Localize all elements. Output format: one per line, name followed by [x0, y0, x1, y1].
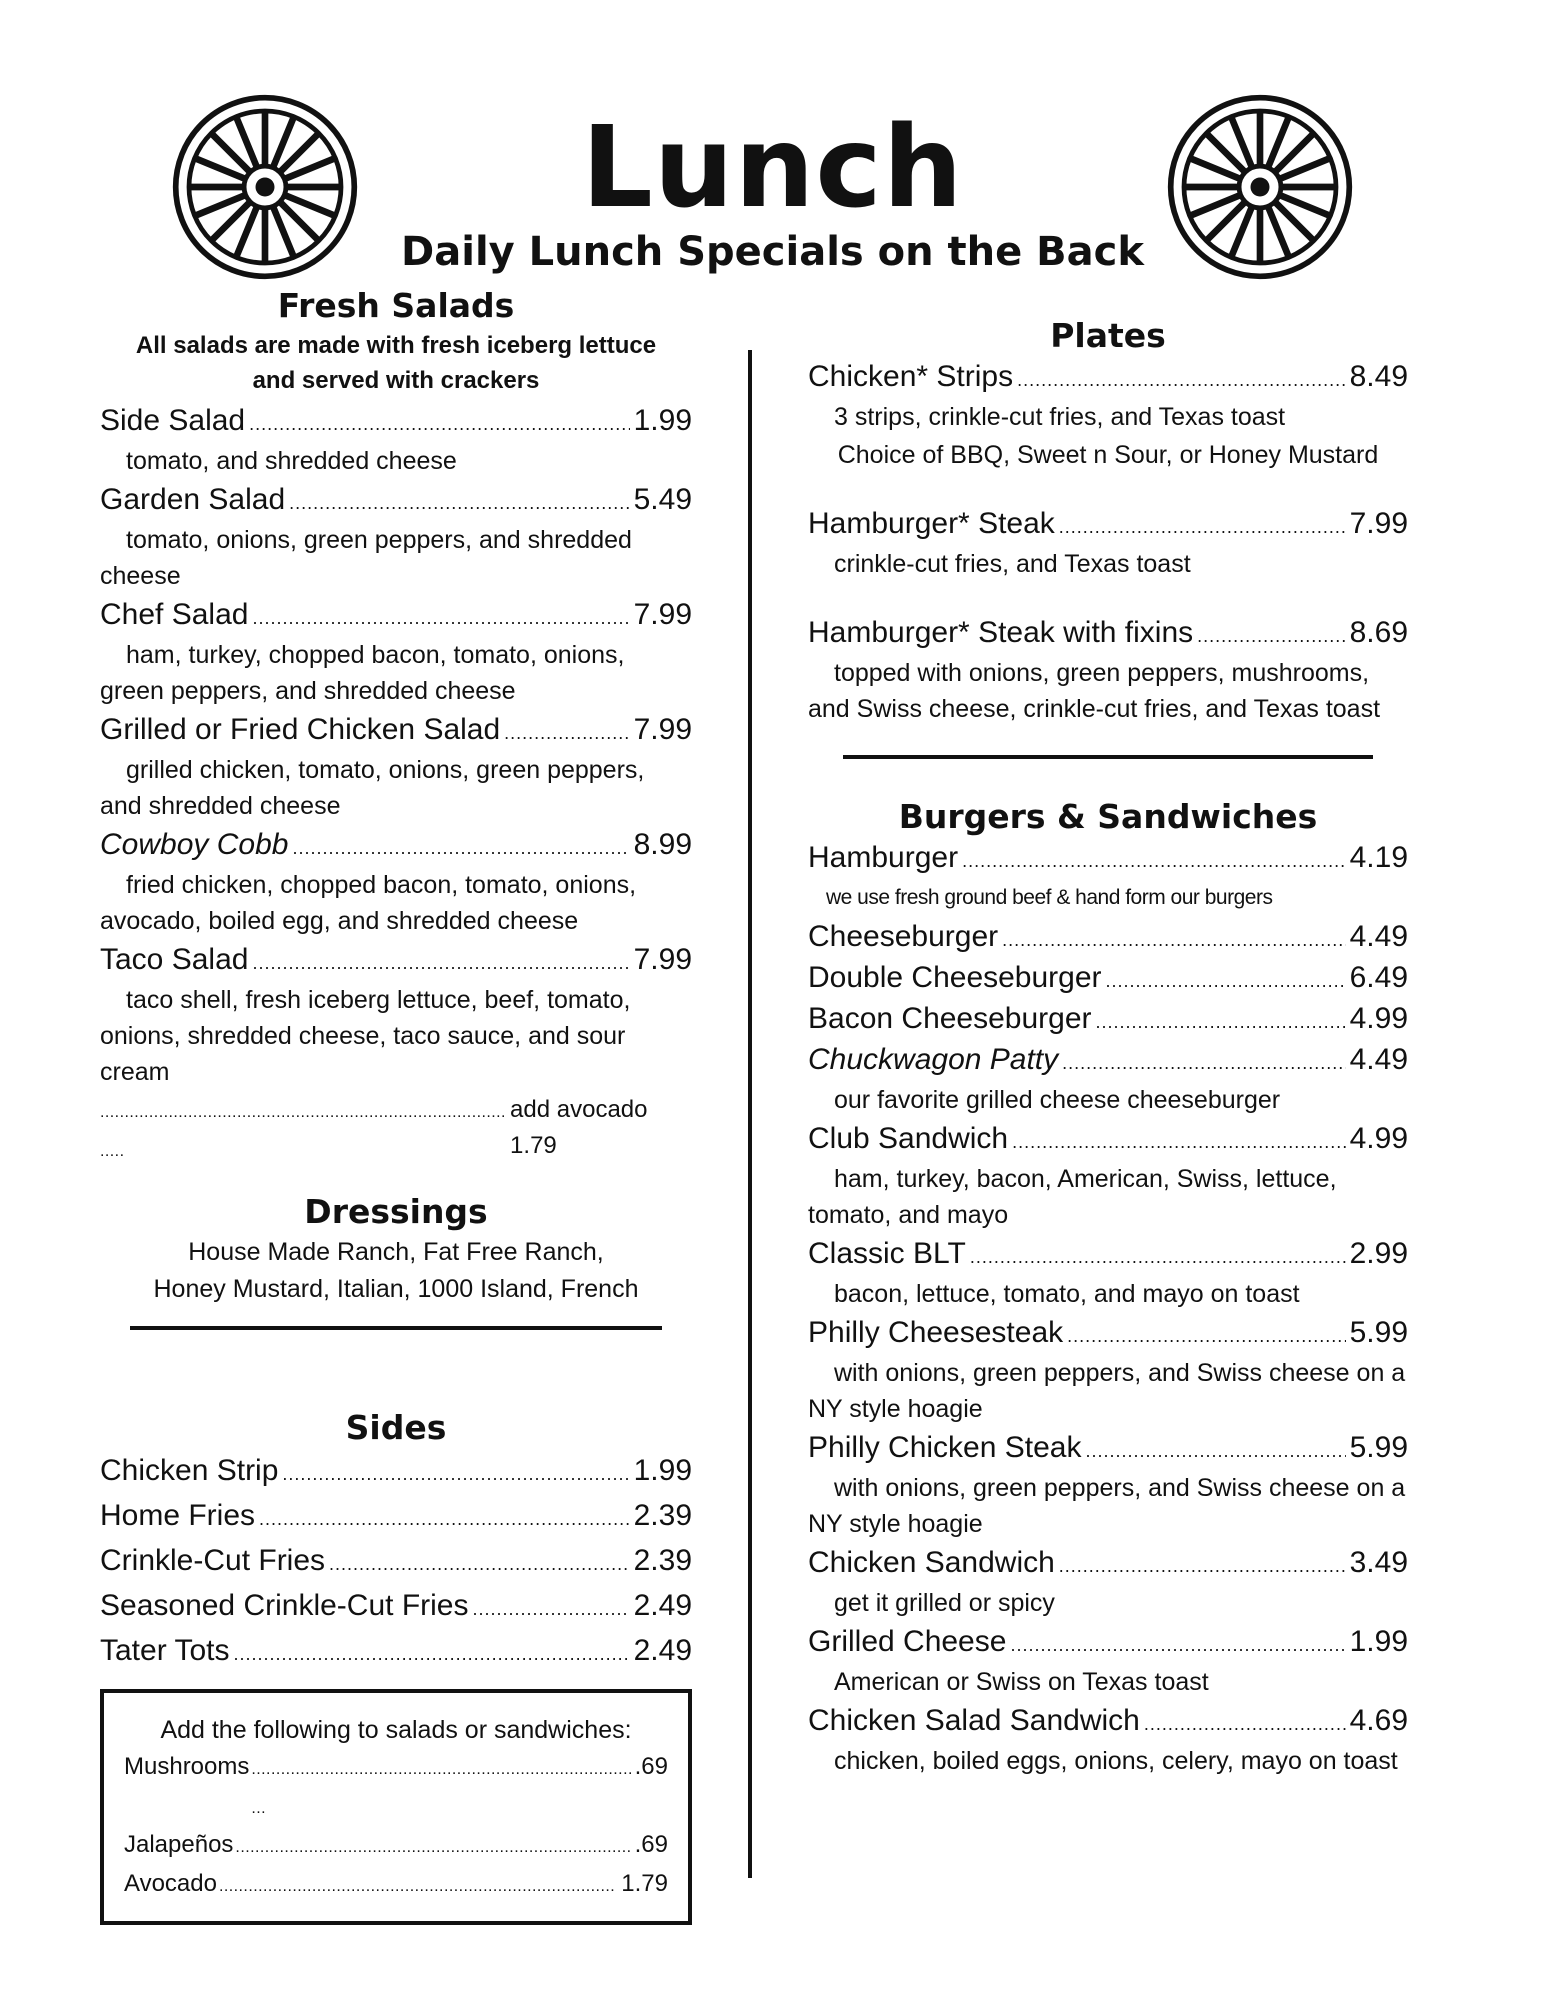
item-name: Tater Tots	[100, 1634, 230, 1667]
item-description: we use fresh ground beef & hand form our burgers	[826, 886, 1273, 909]
leader-dots	[1012, 1120, 1345, 1161]
leader-dots	[1144, 1702, 1346, 1743]
add-ons-heading: Add the following to salads or sandwiches:	[160, 1716, 632, 1744]
item-name: Grilled or Fried Chicken Salad	[100, 713, 501, 746]
item-name: Hamburger	[808, 841, 959, 874]
burgers-heading: Burgers & Sandwiches	[898, 797, 1318, 836]
item-description: 3 strips, crinkle-cut fries, and Texas toast	[834, 403, 1286, 431]
item-description: with onions, green peppers, and Swiss cheese on a NY style hoagie	[808, 1474, 1406, 1538]
menu-item	[808, 918, 1408, 959]
leader-dots	[1010, 1623, 1345, 1664]
left-column	[100, 284, 692, 1925]
page-subtitle: Daily Lunch Specials on the Back	[401, 229, 1144, 275]
leader-dots	[219, 1866, 619, 1905]
item-description: crinkle-cut fries, and Texas toast	[834, 550, 1191, 578]
dressings-line: House Made Ranch, Fat Free Ranch,	[188, 1238, 604, 1266]
leader-dots	[1002, 918, 1345, 959]
menu-item	[808, 1314, 1408, 1427]
item-price: 4.99	[1349, 1122, 1408, 1155]
add-ons-box	[100, 1689, 692, 1925]
menu-item	[808, 1235, 1408, 1312]
item-price: 5.99	[1349, 1316, 1408, 1349]
page-title: Lunch	[581, 103, 964, 233]
menu-item	[100, 941, 692, 1090]
side-item	[100, 1540, 692, 1585]
leader-dots	[329, 1540, 630, 1585]
item-price: 2.39	[633, 1544, 692, 1577]
item-price: 2.99	[1349, 1237, 1408, 1270]
item-name: Garden Salad	[100, 483, 286, 516]
leader-dots	[962, 839, 1346, 880]
menu-item	[808, 1702, 1408, 1779]
item-name: Bacon Cheeseburger	[808, 1002, 1092, 1035]
menu-item	[808, 1000, 1408, 1041]
item-name: Hamburger* Steak	[808, 507, 1055, 540]
item-name: Seasoned Crinkle-Cut Fries	[100, 1589, 469, 1622]
item-description: American or Swiss on Texas toast	[834, 1668, 1209, 1696]
leader-dots	[235, 1827, 632, 1866]
item-name: Chicken Salad Sandwich	[808, 1704, 1140, 1737]
menu-item	[100, 596, 692, 709]
item-description: taco shell, fresh iceberg lettuce, beef, tomato, onions, shredded cheese, taco sauce, and sour cream	[100, 986, 631, 1086]
item-name: Chicken Strip	[100, 1454, 279, 1487]
item-name: Mushrooms	[124, 1753, 250, 1780]
item-price: 4.69	[1349, 1704, 1408, 1737]
leader-dots	[1062, 1041, 1345, 1082]
item-price: 4.99	[1349, 1002, 1408, 1035]
leader-dots	[1059, 505, 1346, 546]
item-name: Side Salad	[100, 404, 246, 437]
leader-dots	[251, 1749, 632, 1827]
item-description: chicken, boiled eggs, onions, celery, mayo on toast	[834, 1747, 1398, 1775]
item-price: 1.99	[633, 1454, 692, 1487]
leader-dots	[252, 596, 629, 637]
leader-dots	[1067, 1314, 1345, 1355]
salads-heading: Fresh Salads	[277, 286, 515, 325]
menu-item	[100, 711, 692, 824]
item-price: 7.99	[633, 943, 692, 976]
item-name: Avocado	[124, 1870, 217, 1897]
dressings-line: Honey Mustard, Italian, 1000 Island, French	[153, 1275, 639, 1303]
item-name: Club Sandwich	[808, 1122, 1009, 1155]
leader-dots	[1197, 614, 1345, 655]
salads-note-line: All salads are made with fresh iceberg lettuce	[135, 332, 657, 359]
item-price: .69	[634, 1753, 668, 1780]
item-price: 7.99	[633, 713, 692, 746]
item-description: ham, turkey, chopped bacon, tomato, onions, green peppers, and shredded cheese	[100, 641, 625, 705]
avocado-addon	[100, 1092, 692, 1170]
item-name: Chicken* Strips	[808, 360, 1014, 393]
menu-item	[808, 1544, 1408, 1621]
leader-dots	[504, 711, 629, 752]
item-price: 4.49	[1349, 1043, 1408, 1076]
menu-item	[808, 1041, 1408, 1118]
item-price: 8.49	[1349, 360, 1408, 393]
leader-dots	[472, 1585, 629, 1630]
dressings-heading: Dressings	[304, 1192, 488, 1231]
item-name: Chicken Sandwich	[808, 1546, 1055, 1579]
item-name: Taco Salad	[100, 943, 249, 976]
salads-note	[100, 328, 692, 398]
item-description: with onions, green peppers, and Swiss cheese on a NY style hoagie	[808, 1359, 1406, 1423]
item-price: 1.99	[633, 404, 692, 437]
item-description: our favorite grilled cheese cheeseburger	[834, 1086, 1281, 1114]
item-description: ham, turkey, bacon, American, Swiss, lettuce, tomato, and mayo	[808, 1165, 1337, 1229]
leader-dots	[1085, 1429, 1345, 1470]
item-description: bacon, lettuce, tomato, and mayo on toast	[834, 1280, 1300, 1308]
item-price: 1.99	[1349, 1625, 1408, 1658]
right-column	[808, 314, 1408, 1781]
menu-item	[808, 1120, 1408, 1233]
item-name: Crinkle-Cut Fries	[100, 1544, 326, 1577]
add-on-item	[124, 1866, 668, 1905]
menu-item	[808, 1623, 1408, 1700]
add-on-item	[124, 1827, 668, 1866]
item-price: 2.49	[633, 1589, 692, 1622]
item-description: get it grilled or spicy	[834, 1589, 1055, 1617]
item-description: tomato, and shredded cheese	[126, 447, 457, 475]
leader-dots	[289, 481, 629, 522]
item-description: fried chicken, chopped bacon, tomato, onions, avocado, boiled egg, and shredded cheese	[100, 871, 637, 935]
item-name: Cowboy Cobb	[100, 828, 289, 861]
side-item	[100, 1585, 692, 1630]
item-price: 7.99	[1349, 507, 1408, 540]
sides-heading: Sides	[345, 1408, 447, 1447]
side-item	[100, 1450, 692, 1495]
menu-item	[100, 481, 692, 594]
item-name: Home Fries	[100, 1499, 256, 1532]
item-price: 4.49	[1349, 920, 1408, 953]
item-price: .69	[634, 1831, 668, 1858]
item-price: 4.19	[1349, 841, 1408, 874]
menu-item	[100, 826, 692, 939]
leader-dots	[970, 1235, 1346, 1276]
item-price: 5.99	[1349, 1431, 1408, 1464]
item-price: 8.69	[1349, 616, 1408, 649]
menu-item	[808, 505, 1408, 582]
menu-item	[808, 1429, 1408, 1542]
item-price: 1.79	[621, 1870, 668, 1897]
addon-text: add avocado 1.79	[510, 1096, 648, 1159]
leader-dots	[259, 1495, 630, 1540]
divider	[843, 755, 1373, 759]
item-price: 2.49	[633, 1634, 692, 1667]
item-name: Philly Cheesesteak	[808, 1316, 1064, 1349]
menu-item	[808, 614, 1408, 727]
menu-item	[808, 839, 1408, 916]
column-divider	[748, 350, 752, 1878]
side-item	[100, 1630, 692, 1675]
item-name: Chef Salad	[100, 598, 249, 631]
side-item	[100, 1495, 692, 1540]
add-on-item	[124, 1749, 668, 1827]
salads-note-line: and served with crackers	[252, 367, 540, 394]
divider	[130, 1326, 662, 1330]
leader-dots	[1096, 1000, 1346, 1041]
item-name: Hamburger* Steak with fixins	[808, 616, 1194, 649]
leader-dots	[282, 1450, 629, 1495]
plates-heading: Plates	[1050, 316, 1166, 355]
leader-dots	[1106, 959, 1346, 1000]
item-name: Classic BLT	[808, 1237, 966, 1270]
leader-dots	[252, 941, 629, 982]
item-name: Jalapeños	[124, 1831, 234, 1858]
leader-dots	[1017, 358, 1346, 399]
leader-dots	[1059, 1544, 1346, 1585]
item-description: grilled chicken, tomato, onions, green peppers, and shredded cheese	[100, 756, 645, 820]
item-description: tomato, onions, green peppers, and shredded cheese	[100, 526, 632, 590]
leader-dots	[100, 1092, 508, 1170]
item-name: Chuckwagon Patty	[808, 1043, 1059, 1076]
item-description: topped with onions, green peppers, mushrooms, and Swiss cheese, crinkle-cut fries, and Texas toast	[808, 659, 1381, 723]
leader-dots	[249, 402, 630, 443]
item-price: 7.99	[633, 598, 692, 631]
menu-item	[100, 402, 692, 479]
item-name: Double Cheeseburger	[808, 961, 1102, 994]
item-price: 5.49	[633, 483, 692, 516]
leader-dots	[292, 826, 629, 867]
item-name: Grilled Cheese	[808, 1625, 1007, 1658]
item-price: 3.49	[1349, 1546, 1408, 1579]
item-name: Cheeseburger	[808, 920, 999, 953]
menu-item	[808, 959, 1408, 1000]
item-price: 8.99	[633, 828, 692, 861]
item-name: Philly Chicken Steak	[808, 1431, 1082, 1464]
item-description: Choice of BBQ, Sweet n Sour, or Honey Mustard	[837, 441, 1379, 469]
leader-dots	[234, 1630, 630, 1675]
menu-item	[808, 358, 1408, 473]
item-price: 2.39	[633, 1499, 692, 1532]
item-price: 6.49	[1349, 961, 1408, 994]
